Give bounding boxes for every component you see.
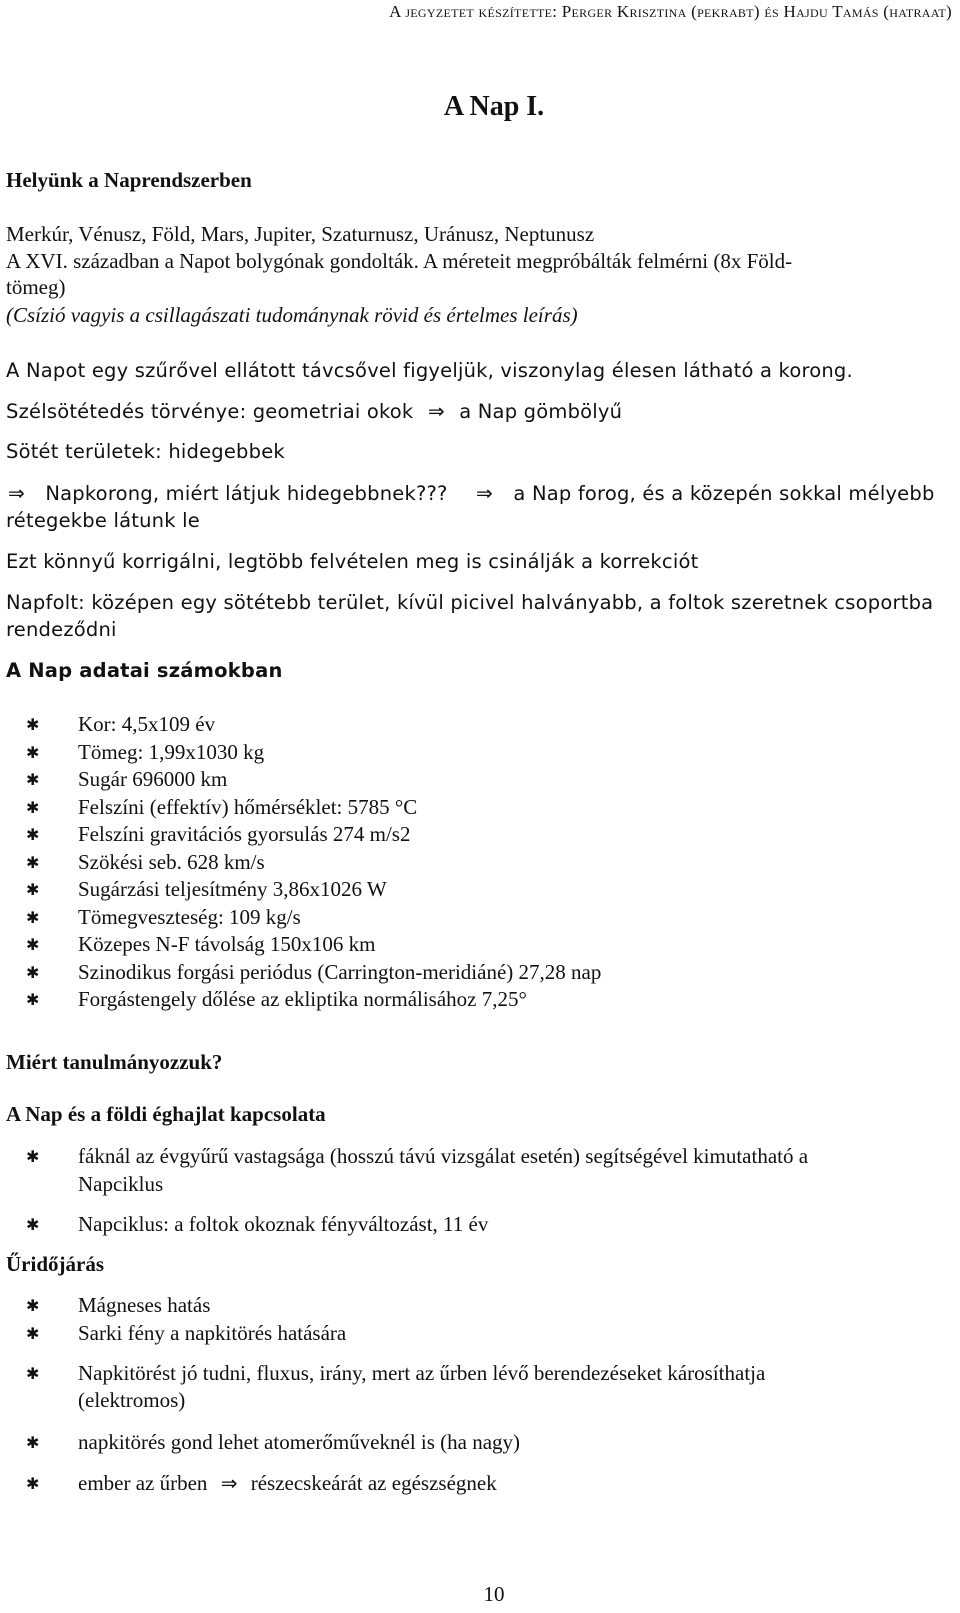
climate-item-napciklus: Napciklus: a foltok okoznak fényváltozást, 11 év (78, 1212, 489, 1236)
limb-darkening-result: a Nap gömbölyű (459, 400, 623, 423)
asterisk-bullet-icon: ✱ (26, 1324, 40, 1343)
list-item: ✱ Felszíni gravitációs gyorsulás 274 m/s2 (26, 822, 411, 846)
asterisk-bullet-icon: ✱ (26, 935, 40, 954)
asterisk-bullet-icon: ✱ (26, 990, 40, 1009)
asterisk-bullet-icon: ✱ (26, 1147, 40, 1166)
list-item: ✱ Mágneses hatás (26, 1293, 211, 1317)
double-right-arrow-icon: ⇒ (8, 481, 25, 505)
planets-line: Merkúr, Vénusz, Föld, Mars, Jupiter, Szaturnusz, Uránusz, Neptunusz (6, 222, 595, 246)
list-item: ✱ Sugárzási teljesítmény 3,86x1026 W (26, 877, 387, 901)
asterisk-bullet-icon: ✱ (26, 880, 40, 899)
list-item: ✱ Sugár 696000 km (26, 767, 228, 791)
list-item: ✱ Forgástengely dőlése az ekliptika normálisához 7,25° (26, 987, 527, 1011)
napkorong-answer: a Nap forog, és a közepén sokkal mélyebb (513, 482, 935, 505)
list-item: ✱ Szökési seb. 628 km/s (26, 849, 265, 874)
list-item (0, 1211, 960, 1239)
double-right-arrow-icon: ⇒ (220, 1471, 238, 1495)
limb-darkening-line (6, 399, 622, 423)
napkorong-line-cont: rétegekbe látunk le (6, 509, 200, 532)
list-item: ✱ Felszíni (effektív) hőmérséklet: 5785 °C (26, 794, 418, 819)
napfolt-line: Napfolt: középen egy sötétebb terület, kívül picivel halványabb, a foltok szeretnek csoportba (6, 591, 934, 614)
list-item: ✱ Közepes N-F távolság 150x106 km (26, 932, 376, 956)
csizio-line: (Csízió vagyis a csillagászati tudománynak rövid és értelmes leírás) (6, 303, 578, 327)
list-item: ✱ Sarki fény a napkitörés hatására (26, 1321, 347, 1345)
section-heading-helyunk: Helyünk a Naprendszerben (6, 168, 252, 192)
asterisk-bullet-icon: ✱ (26, 1364, 40, 1383)
list-item: ✱ ember az űrben ⇒ részecskeárát az egészségnek (26, 1471, 497, 1495)
asterisk-bullet-icon: ✱ (26, 852, 40, 872)
xvi-century-line-cont: tömeg) (6, 275, 66, 299)
asterisk-bullet-icon: ✱ (26, 1474, 40, 1493)
limb-darkening-text: Szélsötétedés törvénye: geometriai okok (6, 400, 414, 423)
list-item: ✱ Kor: 4,5x109 év (26, 712, 216, 736)
filter-line: A Napot egy szűrővel ellátott távcsővel figyeljük, viszonylag élesen látható a korong. (6, 359, 853, 382)
list-item: ✱ Tömeg: 1,99x1030 kg (26, 739, 265, 764)
dark-areas-line: Sötét területek: hidegebbek (6, 440, 285, 463)
running-head: A jegyzetet készítette: Perger Krisztina (pekrabt) és Hajdu Tamás (hatraat) (389, 2, 952, 21)
section-heading-space-weather: Űridőjárás (6, 1252, 104, 1276)
asterisk-bullet-icon: ✱ (26, 742, 40, 762)
section-heading-climate: A Nap és a földi éghajlat kapcsolata (6, 1102, 326, 1126)
list-item: ✱ Szinodikus forgási periódus (Carrington-meridiáné) 27,28 nap (26, 959, 602, 984)
climate-item-tree-rings-cont: Napciklus (78, 1172, 164, 1196)
napkorong-question: Napkorong, miért látjuk hidegebbnek??? (45, 482, 448, 505)
asterisk-bullet-icon: ✱ (26, 1433, 40, 1452)
asterisk-bullet-icon: ✱ (26, 825, 40, 844)
asterisk-bullet-icon: ✱ (26, 1296, 40, 1315)
data-heading: A Nap adatai számokban (6, 659, 283, 682)
list-item: ✱ napkitörés gond lehet atomerőműveknél is (ha nagy) (26, 1430, 521, 1454)
napfolt-line-cont: rendeződni (6, 618, 117, 641)
asterisk-bullet-icon: ✱ (26, 715, 40, 734)
napkorong-line (6, 481, 935, 505)
asterisk-bullet-icon: ✱ (26, 962, 40, 982)
list-item (0, 1143, 960, 1203)
double-right-arrow-icon: ⇒ (476, 481, 493, 505)
list-item: ✱ Tömegveszteség: 109 kg/s (26, 904, 301, 929)
asterisk-bullet-icon: ✱ (26, 1215, 40, 1234)
climate-item-tree-rings: fáknál az évgyűrű vastagsága (hosszú távú vizsgálat esetén) segítségével kimutatható a (78, 1144, 809, 1168)
list-item: ✱ Napkitörést jó tudni, fluxus, irány, mert az űrben lévő berendezéseket károsíthatja (elektromos) (26, 1361, 766, 1412)
double-right-arrow-icon: ⇒ (427, 399, 445, 423)
asterisk-bullet-icon: ✱ (26, 770, 40, 789)
page-title: A Nap I. (443, 91, 545, 122)
asterisk-bullet-icon: ✱ (26, 797, 40, 817)
xvi-century-line: A XVI. században a Napot bolygónak gondolták. A méreteit megpróbálták felmérni (8x Föld- (6, 249, 793, 273)
sun-data-list (0, 711, 960, 1014)
asterisk-bullet-icon: ✱ (26, 907, 40, 927)
correction-line: Ezt könnyű korrigálni, legtöbb felvételen meg is csinálják a korrekciót (6, 550, 699, 573)
section-heading-why: Miért tanulmányozzuk? (6, 1050, 223, 1074)
page-number: 10 (483, 1582, 505, 1606)
